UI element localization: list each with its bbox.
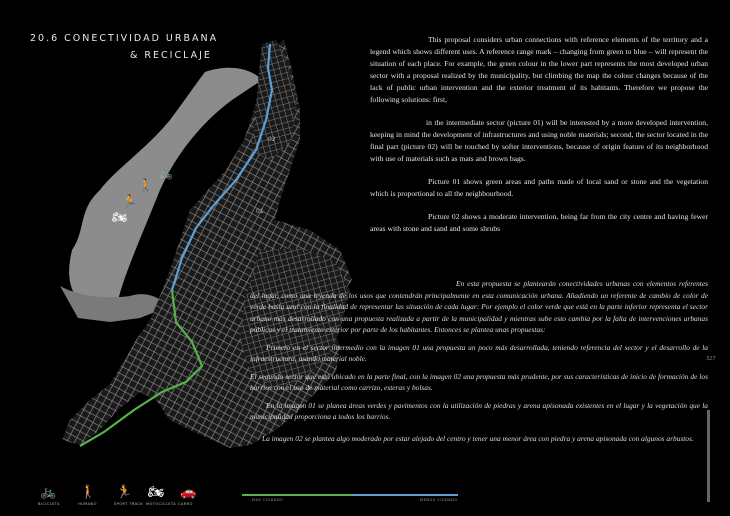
bicycle-figure-icon: 🚲 <box>158 166 173 180</box>
page-title <box>30 30 218 64</box>
legend-left-label: MAS CUIDADO <box>252 498 284 502</box>
transport-label: MOTOCICLETA <box>146 502 177 506</box>
transport-label: CARRO <box>178 502 193 506</box>
map-label-01: 01 <box>256 208 264 215</box>
english-paragraph-1: This proposal considers urban connections with reference elements of the territory and a legend which shows different uses. A reference range mark – changing from green to blue – will represent the situation of each place. For example, the green colour in the lower part represents the most developed urban sector with a proposal realized by the municipality, but climbing the map the colour changes because of the lack of public urban intervention and the exterior treatment of its habitants. Therefore we propose the following solutions: first, <box>370 35 708 104</box>
motorcycle-figure-icon: 🏍 <box>112 210 128 224</box>
spanish-paragraph-2: Primero en el sector intermedio con la imagen 01 una propuesta un poco más desarrollada, teniendo referencia del sector y el desarrollo de la infraestructura, usando material noble. <box>250 342 708 363</box>
english-text <box>370 34 708 246</box>
legend-blue-bar <box>352 494 458 496</box>
transport-label: HUMANO <box>78 502 97 506</box>
spanish-paragraph-4: En la imagen 01 se planea áreas verdes y pavimentos con la utilización de piedras y arena apisonada existentes en el lugar y la vegetación que la municipalidad proporciona a todos los barrios. <box>250 400 708 421</box>
page-number: 327 <box>706 356 716 362</box>
spanish-paragraph-3: El segundo sector que está ubicado en la parte final, con la imagen 02 una propuesta más prudente, por sus características de inicio de formación de los barrios con el uso de material como carrizo, esteras y bolsas. <box>250 371 708 392</box>
runner-figure-icon: 🏃 <box>122 194 137 208</box>
spanish-text <box>250 278 708 450</box>
transport-label: BICICLETA <box>38 502 60 506</box>
title-line-2: & RECICLAJE <box>130 50 212 61</box>
side-bar <box>707 410 710 502</box>
english-paragraph-2: in the intermediate sector (picture 01) will be interested by a more developed intervention, keeping in mind the development of infrastructures and using noble materials; second, the sector located in the final part (picture 02) will be touched by softer interventions, because of origin feature of its neighborhood with use of materials such as mats and brown bags. <box>370 118 708 163</box>
pedestrian-icon: 🚶 <box>80 484 97 499</box>
title-line-1: 20.6 CONECTIVIDAD URBANA <box>30 33 219 44</box>
pedestrian-figure-icon: 🚶 <box>138 178 153 192</box>
car-icon: 🚗 <box>180 484 197 499</box>
english-paragraph-3: Picture 01 shows green areas and paths made of local sand or stone and the vegetation which is proportional to all the neighbourhood. <box>370 177 708 198</box>
bicycle-icon: 🚲 <box>40 484 57 499</box>
map-label-02: 02 <box>268 136 276 143</box>
spanish-paragraph-1: En esta propuesta se plantearán conectividades urbanas con elementos referentes del lugar, como una leyenda de los usos que contendrán principalmente en esta comunicación urbana. Añadiendo un referente de cambio de color de verde hasta azul con la finalidad de representar las situación de cada lugar: Por ejemplo el color verde que está en la parte inferior representa el sector urbano más desarrollado con una propuesta realizada a partir de la municipalidad y mientras sube esto cambia por la falta de intervenciones urbanas públicas y el tratamiento exterior por parte de los habitantes. Entonces se plantea unas propuestas: <box>250 279 708 334</box>
english-paragraph-4: Picture 02 shows a moderate intervention, being far from the city centre and having fewer areas with stone and sand and some shrubs <box>370 212 708 233</box>
legend-green-bar <box>242 494 352 496</box>
spanish-paragraph-5: La imagen 02 se plantea algo moderado por estar alejado del centro y tener una menor área con piedra y arena apisonada con algunos arbustos. <box>262 433 694 443</box>
sport-icon: 🏃 <box>116 484 133 499</box>
motorcycle-icon: 🏍 <box>148 484 165 499</box>
transport-label: SPORT TRACK <box>114 502 144 506</box>
legend-right-label: MENOS CUIDADO <box>420 498 458 502</box>
